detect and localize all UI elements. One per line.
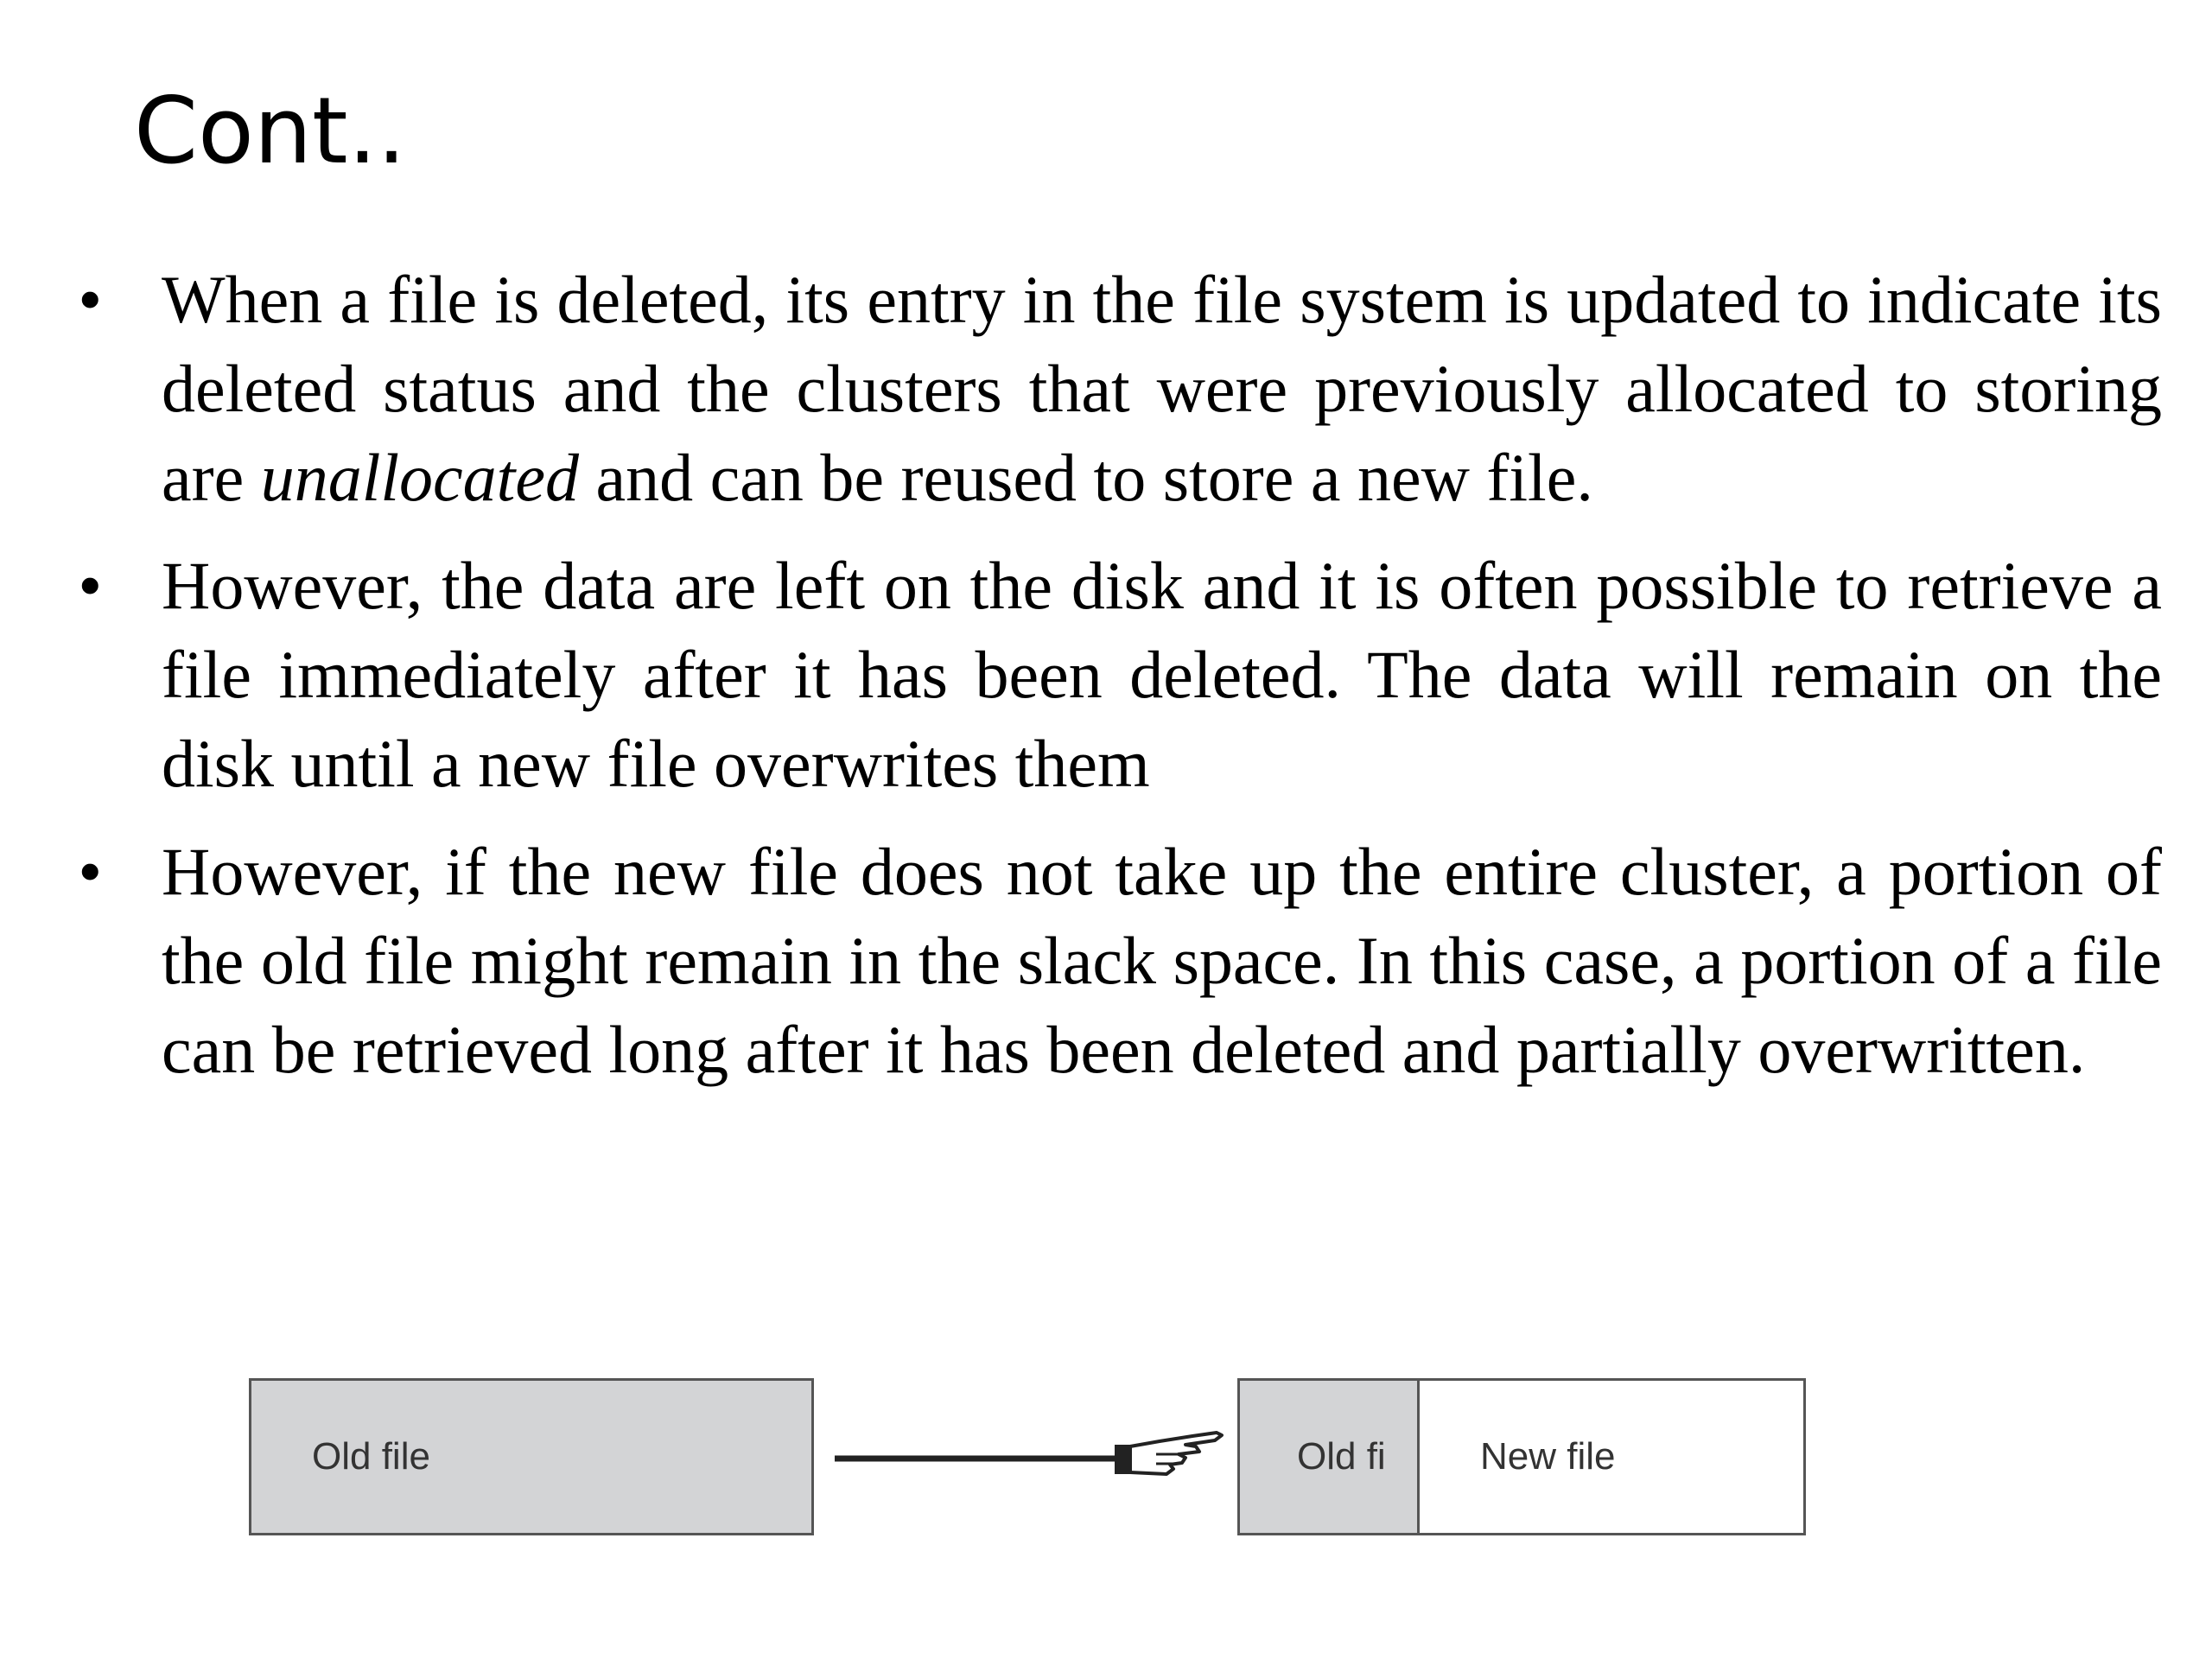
new-file-box <box>1417 1378 1806 1535</box>
bullet-item <box>71 827 2162 1094</box>
old-file-box <box>249 1378 814 1535</box>
bullet-dot-icon: • <box>79 837 101 905</box>
pointing-hand-icon <box>830 1415 1236 1502</box>
bullet-text: However, the data are left on the disk and it is often possible to retrieve a file immediately after it has been deleted. The data will remain on the disk until a new file overwrites them <box>162 548 2162 801</box>
old-file-fragment-box <box>1237 1378 1421 1535</box>
bullet-text: However, if the new file does not take up the entire cluster, a portion of the old file might remain in the slack space. In this case, a portion of a file can be retrieved long after it has been deleted and partially overwritten. <box>162 834 2162 1087</box>
bullet-dot-icon: • <box>79 551 101 619</box>
bullet-emphasis: unallocated <box>260 440 579 515</box>
bullet-item <box>71 541 2162 808</box>
slide-title: Cont.. <box>134 78 406 184</box>
old-file-fragment-label: Old fi <box>1297 1435 1386 1478</box>
bullet-list <box>71 255 2162 1113</box>
bullet-item <box>71 255 2162 522</box>
slack-space-diagram <box>0 1365 2212 1555</box>
bullet-dot-icon: • <box>79 265 101 333</box>
new-file-label: New file <box>1480 1435 1616 1478</box>
old-file-label: Old file <box>312 1435 430 1478</box>
bullet-text: and can be reused to store a new file. <box>578 440 1593 515</box>
bullet-text: When a file is deleted, its entry in the file system is updated to indicate its deleted status and the clusters that were previously allocated to storing are <box>162 262 2162 515</box>
